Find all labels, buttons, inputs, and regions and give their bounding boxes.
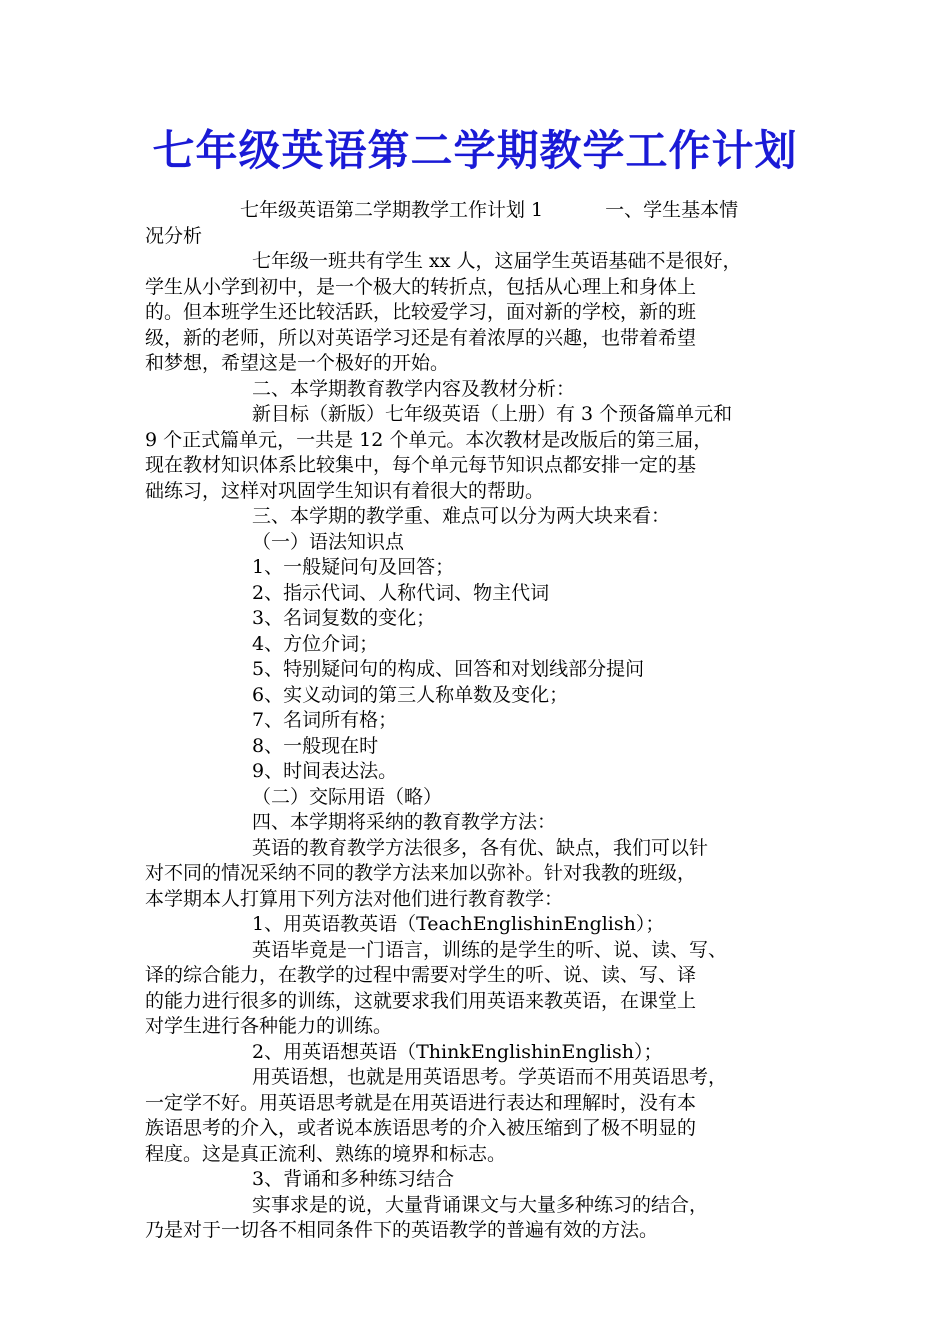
text-line: 一定学不好。用英语思考就是在用英语进行表达和理解时，没有本 xyxy=(145,1091,697,1114)
list-item: 1、一般疑问句及回答； xyxy=(252,556,455,578)
document-subtitle: 七年级英语第二学期教学工作计划 1 xyxy=(240,199,544,221)
text-line: 的。但本班学生还比较活跃，比较爱学习，面对新的学校，新的班 xyxy=(145,301,697,323)
subsection-heading: （一）语法知识点 xyxy=(252,530,405,553)
text-line: 对学生进行各种能力的训练。 xyxy=(145,1015,393,1037)
list-item: 2、指示代词、人称代词、物主代词 xyxy=(252,581,550,604)
list-item: 4、方位介词； xyxy=(252,632,379,655)
method-heading: 2、用英语想英语（ThinkEnglishinEnglish）； xyxy=(252,1040,663,1063)
list-item: 3、名词复数的变化； xyxy=(252,607,436,629)
list-item: 9、时间表达法。 xyxy=(252,760,398,782)
paragraph-start: 用英语想，也就是用英语思考。学英语而不用英语思考， xyxy=(252,1066,728,1088)
list-item: 5、特别疑问句的构成、回答和对划线部分提问 xyxy=(252,658,645,680)
section-heading: 二、本学期教育教学内容及教材分析： xyxy=(252,377,576,400)
text-line: 本学期本人打算用下列方法对他们进行教育教学： xyxy=(145,887,564,910)
paragraph-start: 英语的教育教学方法很多，各有优、缺点，我们可以针 xyxy=(252,836,709,859)
text-line: 对不同的情况采纳不同的教学方法来加以弥补。针对我教的班级， xyxy=(145,862,697,884)
text-line: 乃是对于一切各不相同条件下的英语教学的普遍有效的方法。 xyxy=(145,1219,659,1241)
text-line: 和梦想，希望这是一个极好的开始。 xyxy=(145,352,450,374)
text-line: 况分析 xyxy=(145,224,203,247)
text-line: 础练习，这样对巩固学生知识有着很大的帮助。 xyxy=(145,479,545,502)
list-item: 8、一般现在时 xyxy=(252,734,379,757)
text-line: 现在教材知识体系比较集中，每个单元每节知识点都安排一定的基 xyxy=(145,454,697,476)
method-heading: 1、用英语教英语（TeachEnglishinEnglish）； xyxy=(252,913,665,935)
paragraph-start: 七年级一班共有学生 xx 人，这届学生英语基础不是很好， xyxy=(252,250,742,272)
document-body xyxy=(145,198,817,1244)
text-line: 族语思考的介入，或者说本族语思考的介入被压缩到了极不明显的 xyxy=(145,1117,697,1139)
subsection-heading: （二）交际用语（略） xyxy=(252,785,443,808)
subtitle-line xyxy=(145,198,817,224)
paragraph-start: 英语毕竟是一门语言，训练的是学生的听、说、读、写、 xyxy=(252,938,728,961)
text-line: 9 个正式篇单元，一共是 12 个单元。本次教材是改版后的第三届， xyxy=(145,428,713,451)
section-heading: 一、学生基本情 xyxy=(605,199,739,221)
document-title: 七年级英语第二学期教学工作计划 xyxy=(152,126,798,175)
list-item: 6、实义动词的第三人称单数及变化； xyxy=(252,683,569,706)
paragraph-start: 实事求是的说，大量背诵课文与大量多种练习的结合， xyxy=(252,1193,709,1216)
text-line: 的能力进行很多的训练，这就要求我们用英语来教英语，在课堂上 xyxy=(145,989,697,1012)
list-item: 7、名词所有格； xyxy=(252,709,398,731)
text-line: 学生从小学到初中，是一个极大的转折点，包括从心理上和身体上 xyxy=(145,275,697,298)
text-line: 级，新的老师，所以对英语学习还是有着浓厚的兴趣，也带着希望 xyxy=(145,326,697,349)
paragraph-start: 新目标（新版）七年级英语（上册）有 3 个预备篇单元和 xyxy=(252,403,733,425)
text-line: 程度。这是真正流利、熟练的境界和标志。 xyxy=(145,1142,507,1165)
text-line: 译的综合能力，在教学的过程中需要对学生的听、说、读、写、译 xyxy=(145,964,697,986)
section-heading: 三、本学期的教学重、难点可以分为两大块来看： xyxy=(252,505,671,527)
method-heading: 3、背诵和多种练习结合 xyxy=(252,1168,455,1190)
section-heading: 四、本学期将采纳的教育教学方法： xyxy=(252,811,557,833)
